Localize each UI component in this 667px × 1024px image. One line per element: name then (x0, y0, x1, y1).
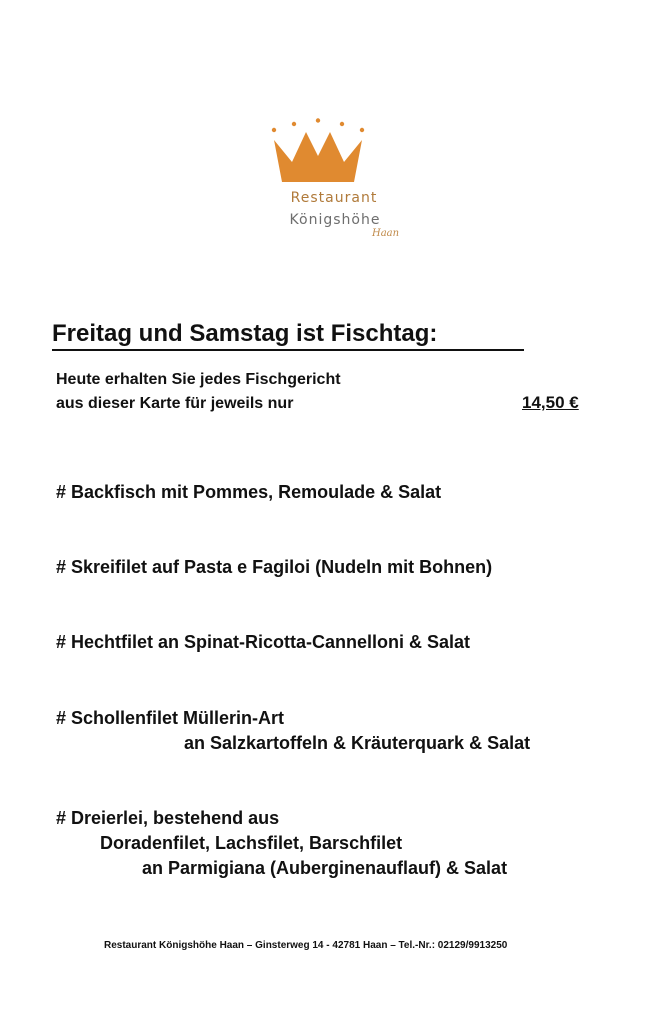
crown-icon (258, 118, 378, 188)
dish-line: # Hechtfilet an Spinat-Ricotta-Cannelloni & Salat (56, 632, 471, 652)
dish-item (56, 555, 492, 580)
dish-item (56, 706, 530, 756)
logo-text-city: Haan (372, 228, 400, 239)
price-label: 14,50 € (522, 393, 579, 412)
dish-line: # Schollenfilet Müllerin-Art (56, 708, 285, 728)
dish-line: # Backfisch mit Pommes, Remoulade & Salat (56, 482, 442, 502)
crown-shape (274, 132, 362, 182)
crown-dot (292, 122, 296, 126)
dish-line: an Salzkartoffeln & Kräuterquark & Salat (184, 733, 531, 753)
footer-contact: Restaurant Königshöhe Haan – Ginsterweg 14 - 42781 Haan – Tel.-Nr.: 02129/9913250 (104, 940, 508, 951)
dish-line: an Parmigiana (Auberginenauflauf) & Salat (142, 858, 508, 878)
intro-line: aus dieser Karte für jeweils nur (56, 395, 294, 412)
dish-item (56, 806, 507, 881)
intro-text (56, 368, 341, 416)
crown-dot (272, 128, 276, 132)
dish-line: # Skreifilet auf Pasta e Fagiloi (Nudeln mit Bohnen) (56, 557, 493, 577)
page-title: Freitag und Samstag ist Fischtag: (52, 320, 524, 351)
logo-text-restaurant: Restaurant (290, 190, 378, 206)
restaurant-logo (258, 118, 438, 248)
logo-text-name: Königshöhe (289, 212, 381, 228)
dish-line: Doradenfilet, Lachsfilet, Barschfilet (100, 833, 403, 853)
crown-dot (316, 118, 320, 122)
dish-item (56, 480, 441, 505)
crown-dot (360, 128, 364, 132)
crown-dot (340, 122, 344, 126)
dish-line: # Dreierlei, bestehend aus (56, 808, 280, 828)
intro-line: Heute erhalten Sie jedes Fischgericht (56, 371, 341, 388)
dish-item (56, 630, 470, 655)
